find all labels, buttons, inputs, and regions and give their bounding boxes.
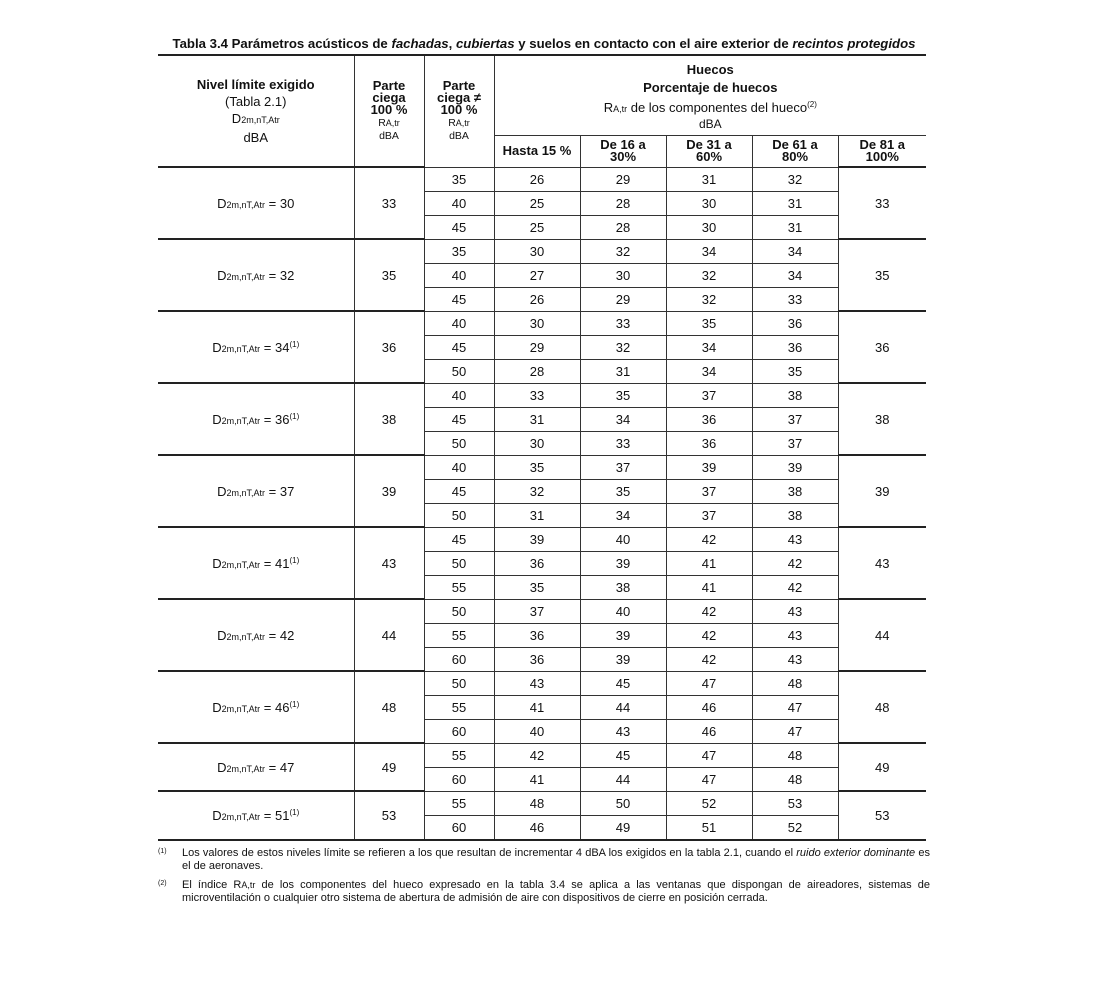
hueco-value-cell: 37 [666,479,752,503]
hueco-value-cell: 35 [494,575,580,599]
hueco-value-cell: 37 [752,407,838,431]
hueco-value-cell: 46 [666,695,752,719]
parte-ciega-not-100-cell: 50 [424,359,494,383]
hueco-value-cell: 46 [494,815,580,840]
hueco-value-cell: 31 [494,407,580,431]
hueco-value-cell: 40 [580,599,666,623]
header-nivel-unit: dBA [243,130,269,145]
parte-ciega-not-100-cell: 45 [424,527,494,551]
header-parte-ciega-100: Parte ciega 100 % RA,tr dBA [354,55,424,167]
hueco-value-cell: 47 [752,719,838,743]
parte-ciega-not-100-cell: 45 [424,479,494,503]
hueco-value-cell: 43 [580,719,666,743]
hueco-value-cell: 34 [752,263,838,287]
hueco-value-cell: 36 [494,647,580,671]
nivel-limite-cell: $D2m,nT,Atr = 51^{(1)}$ [158,791,354,840]
hueco-value-cell: 48 [494,791,580,815]
hueco-value-cell: 36 [494,551,580,575]
hueco-value-cell: 31 [752,215,838,239]
table-body [158,55,926,840]
parte-ciega-100-cell: 53 [354,791,424,840]
parte-ciega-100-cell: 36 [354,311,424,383]
footnote-2 [158,879,930,906]
hueco-value-cell: 37 [666,383,752,407]
nivel-limite-cell: D2m,nT,Atr = 42 [158,599,354,671]
table-row [158,455,926,479]
hueco-value-cell: 40 [494,719,580,743]
parte-ciega-not-100-cell: 60 [424,647,494,671]
hueco-value-cell: 36 [752,335,838,359]
hueco-value-cell: 53 [752,791,838,815]
hueco-value-cell: 34 [752,239,838,263]
hueco-value-cell: 37 [666,503,752,527]
hueco-value-cell: 34 [666,335,752,359]
hueco-value-cell: 30 [494,431,580,455]
table-row [158,671,926,695]
hueco-value-cell: 32 [580,335,666,359]
header-nivel-ref: (Tabla 2.1) [225,94,287,109]
header-ra-unit: dBA [698,116,722,131]
hueco-value-cell: 32 [494,479,580,503]
hueco-value-cell: 39 [494,527,580,551]
hueco-value-cell: 39 [580,623,666,647]
hueco-value-cell: 36 [666,431,752,455]
hueco-value-cell: 33 [580,311,666,335]
header-nivel-title: Nivel límite exigido [196,77,315,92]
hueco-value-cell: 26 [494,287,580,311]
nivel-limite-cell: D2m,nT,Atr = 32 [158,239,354,311]
hueco-value-cell: 32 [666,287,752,311]
hueco-value-cell: 43 [752,623,838,647]
parte-ciega-100-cell: 49 [354,743,424,791]
table-row [158,791,926,815]
table-row [158,599,926,623]
hueco-81-100-cell: 53 [838,791,926,840]
hueco-value-cell: 45 [580,671,666,695]
document-page [158,36,930,911]
nivel-limite-cell: D2m,nT,Atr = 47 [158,743,354,791]
hueco-value-cell: 41 [666,575,752,599]
hueco-value-cell: 43 [494,671,580,695]
hueco-81-100-cell: 39 [838,455,926,527]
nivel-limite-cell: $D2m,nT,Atr = 34^{(1)}$ [158,311,354,383]
title-text-3: y suelos en contacto con el aire exterior de [514,36,793,51]
hueco-value-cell: 34 [666,359,752,383]
hueco-value-cell: 37 [494,599,580,623]
hueco-value-cell: 25 [494,191,580,215]
parte-ciega-not-100-cell: 55 [424,695,494,719]
hueco-value-cell: 39 [752,455,838,479]
hueco-value-cell: 42 [752,575,838,599]
hueco-value-cell: 31 [580,359,666,383]
title-em-cubiertas: cubiertas [455,36,515,51]
hueco-value-cell: 28 [580,191,666,215]
parte-ciega-not-100-cell: 35 [424,167,494,191]
hueco-value-cell: 48 [752,671,838,695]
title-em-recintos: recintos protegidos [792,36,916,51]
header-parte-ciega-not-100: Parte ciega ≠ 100 % RA,tr dBA [424,55,494,167]
table-row [158,743,926,767]
hueco-value-cell: 43 [752,647,838,671]
hueco-value-cell: 52 [666,791,752,815]
hueco-value-cell: 36 [494,623,580,647]
acoustic-parameters-table [158,54,926,841]
header-ra-components: RA,tr de los componentes del hueco$^{(2)}$ [603,99,817,115]
hueco-81-100-cell: 38 [838,383,926,455]
parte-ciega-100-cell: 39 [354,455,424,527]
table-title [158,36,930,51]
hueco-value-cell: 49 [580,815,666,840]
hueco-value-cell: 35 [580,479,666,503]
parte-ciega-not-100-cell: 50 [424,551,494,575]
hueco-value-cell: 27 [494,263,580,287]
hueco-value-cell: 33 [494,383,580,407]
hueco-value-cell: 32 [666,263,752,287]
hueco-value-cell: 47 [666,767,752,791]
parte-ciega-not-100-cell: 40 [424,311,494,335]
parte-ciega-not-100-cell: 45 [424,287,494,311]
hueco-value-cell: 38 [752,383,838,407]
hueco-value-cell: 28 [580,215,666,239]
hueco-value-cell: 34 [580,407,666,431]
table-row [158,311,926,335]
parte-ciega-not-100-cell: 50 [424,671,494,695]
header-nivel [158,55,354,167]
parte-ciega-not-100-cell: 45 [424,407,494,431]
hueco-value-cell: 35 [752,359,838,383]
hueco-value-cell: 43 [752,527,838,551]
hueco-value-cell: 42 [666,599,752,623]
parte-ciega-not-100-cell: 40 [424,455,494,479]
hueco-value-cell: 38 [752,503,838,527]
footnote-1-text-b: es el de aeronaves. [182,846,930,872]
nivel-limite-cell: D2m,nT,Atr = 37 [158,455,354,527]
hueco-value-cell: 36 [752,311,838,335]
hueco-81-100-cell: 36 [838,311,926,383]
hueco-value-cell: 37 [752,431,838,455]
table-row [158,167,926,191]
footnote-1-marker: (1) [158,847,167,855]
hueco-value-cell: 33 [752,287,838,311]
footnote-1-text-a: Los valores de estos niveles límite se refieren a los que resultan de incrementar 4 dBA los exigidos en la tabla 2.1, cuando el [182,846,797,859]
parte-ciega-not-100-cell: 40 [424,383,494,407]
parte-ciega-not-100-cell: 50 [424,431,494,455]
parte-ciega-not-100-cell: 60 [424,767,494,791]
parte-ciega-100-cell: 48 [354,671,424,743]
header-pct-2: De 31 a 60% [666,136,752,167]
header-huecos-title: Huecos [686,61,734,77]
hueco-value-cell: 33 [580,431,666,455]
hueco-value-cell: 44 [580,695,666,719]
table-row [158,527,926,551]
hueco-value-cell: 35 [580,383,666,407]
hueco-81-100-cell: 49 [838,743,926,791]
parte-ciega-not-100-cell: 40 [424,191,494,215]
hueco-81-100-cell: 44 [838,599,926,671]
hueco-value-cell: 34 [666,239,752,263]
footnote-1-em: ruido exterior dominante [796,846,916,859]
hueco-value-cell: 44 [580,767,666,791]
hueco-value-cell: 37 [580,455,666,479]
footnote-2-marker: (2) [158,879,167,887]
hueco-value-cell: 31 [494,503,580,527]
parte-ciega-not-100-cell: 50 [424,503,494,527]
parte-ciega-not-100-cell: 45 [424,335,494,359]
header-pct-0: Hasta 15 % [494,136,580,167]
title-em-fachadas: fachadas [391,36,449,51]
hueco-value-cell: 41 [494,767,580,791]
parte-ciega-100-cell: 33 [354,167,424,239]
parte-ciega-not-100-cell: 55 [424,743,494,767]
hueco-value-cell: 38 [752,479,838,503]
parte-ciega-100-cell: 43 [354,527,424,599]
hueco-value-cell: 34 [580,503,666,527]
hueco-value-cell: 36 [666,407,752,431]
hueco-value-cell: 42 [666,527,752,551]
hueco-value-cell: 32 [580,239,666,263]
hueco-value-cell: 26 [494,167,580,191]
header-pct-1: De 16 a 30% [580,136,666,167]
hueco-value-cell: 31 [752,191,838,215]
nivel-limite-cell: $D2m,nT,Atr = 46^{(1)}$ [158,671,354,743]
hueco-value-cell: 39 [666,455,752,479]
nivel-limite-cell: $D2m,nT,Atr = 36^{(1)}$ [158,383,354,455]
parte-ciega-not-100-cell: 55 [424,623,494,647]
hueco-81-100-cell: 43 [838,527,926,599]
hueco-value-cell: 41 [494,695,580,719]
hueco-value-cell: 29 [494,335,580,359]
hueco-value-cell: 41 [666,551,752,575]
hueco-value-cell: 39 [580,647,666,671]
parte-ciega-not-100-cell: 55 [424,575,494,599]
hueco-value-cell: 42 [494,743,580,767]
header-pct-4: De 81 a 100% [859,137,906,165]
parte-ciega-not-100-cell: 50 [424,599,494,623]
parte-ciega-not-100-cell: 60 [424,719,494,743]
header-porcentaje: Porcentaje de huecos [643,79,778,95]
hueco-81-100-cell: 48 [838,671,926,743]
footnote-2-text-b: de los componentes del hueco expresado en la tabla 3.4 se aplica a las ventanas que dispongan de aireadores, sistemas de microventilación o cualquier otro sistema de abertura de admisión de aire con dispositivos de cierre en posición cerrada. [182,878,930,904]
hueco-value-cell: 30 [666,191,752,215]
hueco-value-cell: 48 [752,767,838,791]
parte-ciega-not-100-cell: 55 [424,791,494,815]
header-huecos [494,55,926,136]
hueco-value-cell: 46 [666,719,752,743]
nivel-limite-cell: $D2m,nT,Atr = 41^{(1)}$ [158,527,354,599]
hueco-value-cell: 51 [666,815,752,840]
parte-ciega-100-cell: 38 [354,383,424,455]
hueco-81-100-cell: 33 [838,167,926,239]
hueco-value-cell: 29 [580,167,666,191]
parte-ciega-100-cell: 44 [354,599,424,671]
footnotes [158,847,930,906]
hueco-value-cell: 30 [494,311,580,335]
hueco-value-cell: 30 [580,263,666,287]
hueco-value-cell: 50 [580,791,666,815]
table-row [158,383,926,407]
hueco-value-cell: 29 [580,287,666,311]
hueco-value-cell: 47 [752,695,838,719]
parte-ciega-not-100-cell: 40 [424,263,494,287]
parte-ciega-not-100-cell: 45 [424,215,494,239]
hueco-value-cell: 28 [494,359,580,383]
parte-ciega-not-100-cell: 35 [424,239,494,263]
hueco-value-cell: 30 [666,215,752,239]
hueco-value-cell: 31 [666,167,752,191]
footnote-2-text-a: El índice R [182,878,242,891]
hueco-value-cell: 45 [580,743,666,767]
hueco-value-cell: 48 [752,743,838,767]
header-row [158,55,926,136]
hueco-value-cell: 42 [666,623,752,647]
hueco-value-cell: 35 [666,311,752,335]
hueco-value-cell: 47 [666,671,752,695]
hueco-value-cell: 32 [752,167,838,191]
hueco-value-cell: 47 [666,743,752,767]
hueco-81-100-cell: 35 [838,239,926,311]
hueco-value-cell: 42 [666,647,752,671]
parte-ciega-not-100-cell: 60 [424,815,494,840]
title-text-2: , [448,36,456,51]
footnote-1 [158,847,930,874]
hueco-value-cell: 42 [752,551,838,575]
footnote-2-sub: A,tr [241,879,256,890]
table-row [158,239,926,263]
parte-ciega-100-cell: 35 [354,239,424,311]
hueco-value-cell: 39 [580,551,666,575]
hueco-value-cell: 38 [580,575,666,599]
hueco-value-cell: 52 [752,815,838,840]
header-nivel-symbol: D2m,nT,Atr [231,111,280,126]
header-pct-3: De 61 a 80% [752,136,838,167]
hueco-value-cell: 25 [494,215,580,239]
title-text-1: Tabla 3.4 Parámetros acústicos de [172,36,392,51]
nivel-limite-cell: D2m,nT,Atr = 30 [158,167,354,239]
hueco-value-cell: 30 [494,239,580,263]
hueco-value-cell: 35 [494,455,580,479]
hueco-value-cell: 40 [580,527,666,551]
hueco-value-cell: 43 [752,599,838,623]
